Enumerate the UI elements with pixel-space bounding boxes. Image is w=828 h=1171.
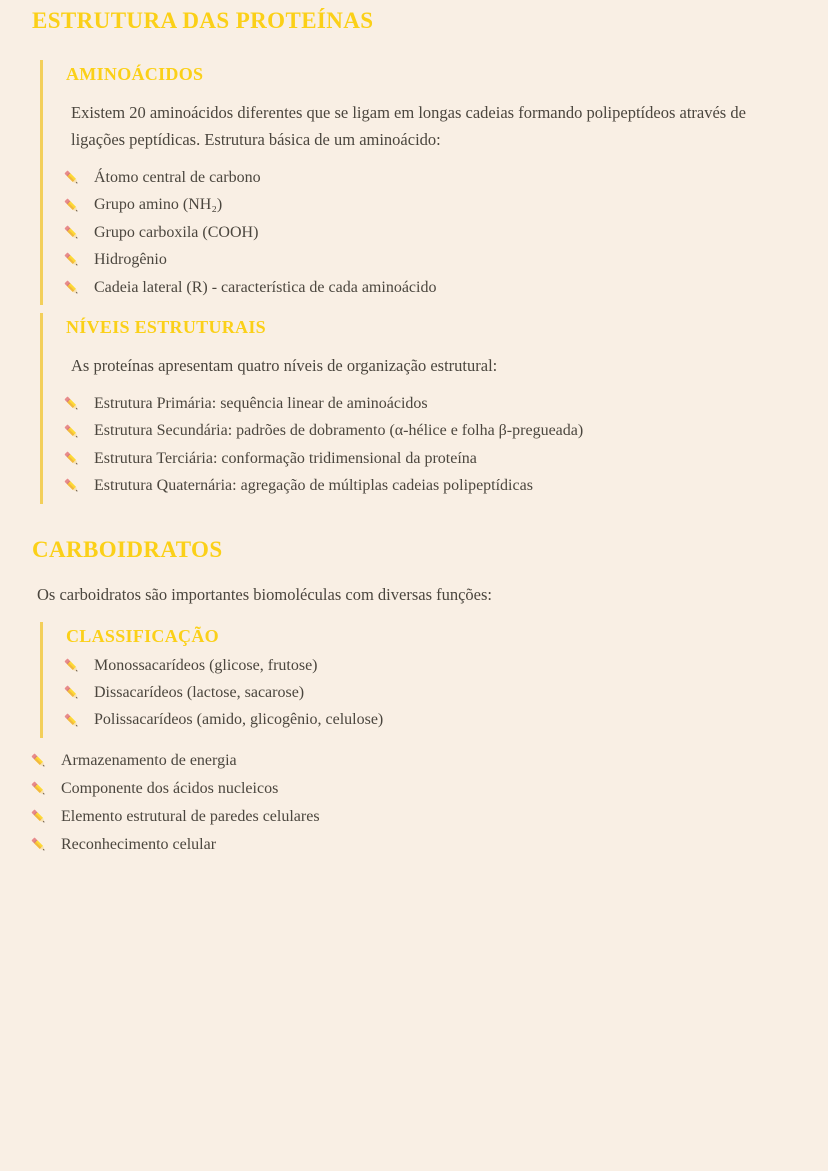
section-paragraph: As proteínas apresentam quatro níveis de organização estrutural: (71, 356, 498, 376)
list-item-text: Cadeia lateral (R) - característica de cada aminoácido (94, 278, 437, 296)
list-item-text: Elemento estrutural de paredes celulares (61, 807, 320, 825)
list-item (63, 251, 786, 269)
section-classificacao (40, 622, 796, 738)
list-item-text: Hidrogênio (94, 251, 167, 269)
list-item-text: Componente dos ácidos nucleicos (61, 779, 279, 797)
section-niveis-estruturais (40, 313, 796, 504)
proteins-title: ESTRUTURA DAS PROTEÍNAS (32, 8, 374, 33)
list-item (63, 477, 786, 495)
list-item (63, 169, 786, 187)
pencil-icon (63, 395, 81, 413)
pencil-icon (63, 169, 81, 187)
list-item-text: Átomo central de carbono (94, 169, 261, 187)
classification-list (63, 657, 786, 730)
list-item-text: Estrutura Secundária: padrões de dobramento (α-hélice e folha β-pregueada) (94, 422, 584, 440)
list-item-text: Monossacarídeos (glicose, frutose) (94, 656, 318, 674)
list-item-text: Reconhecimento celular (61, 835, 217, 853)
list-item (63, 422, 786, 440)
list-item-text: Estrutura Quaternária: agregação de múltiplas cadeias polipeptídicas (94, 477, 533, 495)
list-item (63, 657, 786, 675)
pencil-icon (63, 712, 81, 730)
pencil-icon (63, 251, 81, 269)
section-aminoacidos (40, 60, 796, 305)
list-item-text: Armazenamento de energia (61, 751, 237, 769)
pencil-icon (30, 836, 48, 854)
section-heading: AMINOÁCIDOS (66, 64, 204, 84)
list-item (63, 395, 786, 413)
list-item (63, 684, 786, 702)
list-item (30, 836, 828, 854)
list-item-text: Estrutura Primária: sequência linear de aminoácidos (94, 395, 428, 413)
functions-list (30, 752, 828, 854)
pencil-icon (63, 477, 81, 495)
pencil-icon (63, 423, 81, 441)
list-item (30, 808, 828, 826)
pencil-icon (30, 780, 48, 798)
carbohydrates-title: CARBOIDRATOS (32, 536, 223, 562)
list-item-text: Grupo carboxila (COOH) (94, 223, 259, 241)
list-item (30, 780, 828, 798)
structure-levels-list (63, 395, 786, 496)
list-item-text: Dissacarídeos (lactose, sacarose) (94, 684, 305, 702)
pencil-icon (63, 279, 81, 297)
pencil-icon (63, 657, 81, 675)
list-item-text: Grupo amino (NH₂) (94, 196, 223, 214)
list-item-text: Polissacarídeos (amido, glicogênio, celulose) (94, 711, 384, 729)
list-item-text: Estrutura Terciária: conformação tridimensional da proteína (94, 449, 477, 467)
pencil-icon (63, 197, 81, 215)
pencil-icon (63, 684, 81, 702)
section-paragraph: Existem 20 aminoácidos diferentes que se ligam em longas cadeias formando polipeptídeos através de ligações peptídicas. Estrutura básica de um aminoácido: (71, 103, 746, 150)
list-item (63, 279, 786, 297)
list-item (63, 196, 786, 214)
pencil-icon (63, 450, 81, 468)
list-item (30, 752, 828, 770)
list-item (63, 711, 786, 729)
carbohydrates-intro: Os carboidratos são importantes biomoléculas com diversas funções: (37, 584, 493, 604)
section-heading: NÍVEIS ESTRUTURAIS (66, 317, 266, 338)
pencil-icon (63, 224, 81, 242)
list-item (63, 224, 786, 242)
aminoacid-list (63, 169, 786, 297)
section-heading: CLASSIFICAÇÃO (66, 625, 219, 646)
pencil-icon (30, 752, 48, 770)
list-item (63, 450, 786, 468)
pencil-icon (30, 808, 48, 826)
